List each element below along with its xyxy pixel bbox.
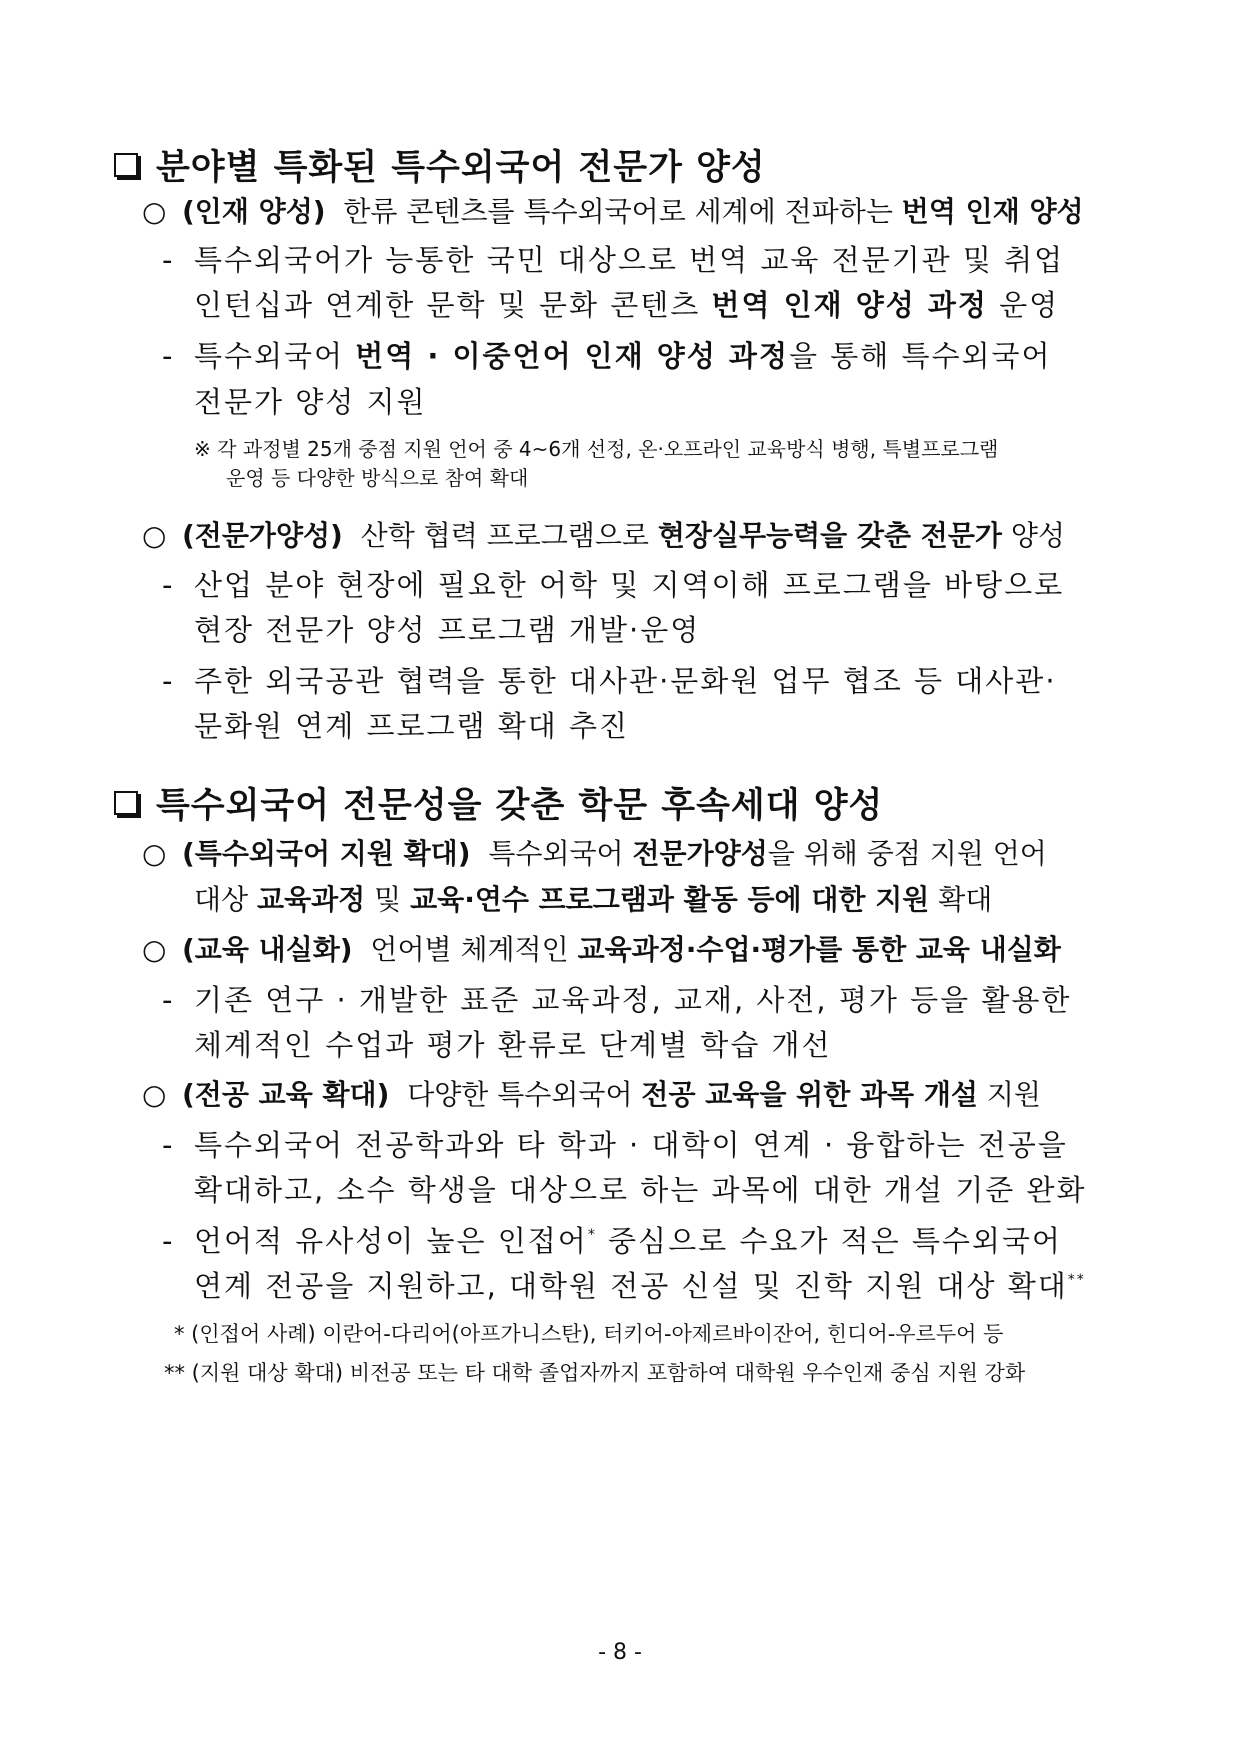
section-title: 분야별 특화된 특수외국어 전문가 양성 (156, 148, 766, 188)
sub-item-text: 운영 (999, 288, 1060, 322)
bullet-item (142, 928, 1061, 968)
sub-item-text: 특수외국어가 능통한 국민 대상으로 번역 교육 전문기관 및 취업 (194, 243, 1065, 277)
sub-item-text: 문화원 연계 프로그램 확대 추진 (194, 709, 630, 743)
circle-bullet: ○ (142, 837, 167, 870)
item-text: 양성 (1010, 519, 1065, 552)
item-emphasis: 전공 교육을 위한 과목 개설 (641, 1078, 978, 1111)
sub-item-text: 체계적인 수업과 평가 환류로 단계별 학습 개선 (194, 1028, 832, 1062)
item-text: 및 (374, 883, 402, 916)
reference-mark-icon: ※ (194, 437, 211, 461)
sub-item (162, 1219, 1062, 1260)
sub-item-text: 연계 전공을 지원하고, 대학원 전공 신설 및 진학 지원 대상 확대 (194, 1269, 1068, 1303)
dash-bullet: - (162, 568, 173, 602)
item-label: (특수외국어 지원 확대) (182, 837, 471, 870)
circle-bullet: ○ (142, 933, 167, 966)
sub-item-text: 언어적 유사성이 높은 인접어 (194, 1224, 588, 1258)
footnote (174, 1318, 1003, 1348)
bullet-item (142, 832, 1047, 872)
item-text: 산학 협력 프로그램으로 (360, 519, 649, 552)
page-number: - 8 - (598, 1640, 642, 1665)
sub-item-text: 주한 외국공관 협력을 통한 대사관·문화원 업무 협조 등 대사관· (194, 664, 1057, 698)
item-emphasis: 전문가양성 (632, 837, 768, 870)
sub-item (162, 1123, 1068, 1164)
section-heading (114, 140, 766, 190)
item-text: 확대 (938, 883, 993, 916)
sub-item-text: 중심으로 수요가 적은 특수외국어 (608, 1224, 1062, 1258)
dash-bullet: - (162, 1224, 173, 1258)
sub-item-text: 현장 전문가 양성 프로그램 개발·운영 (194, 613, 701, 647)
sub-item-continuation (194, 1264, 1086, 1305)
sub-item-text: 기존 연구 · 개발한 표준 교육과정, 교재, 사전, 평가 등을 활용한 (194, 983, 1072, 1017)
note-text: 운영 등 다양한 방식으로 참여 확대 (226, 466, 529, 490)
item-text: 특수외국어 (488, 837, 624, 870)
dash-bullet: - (162, 664, 173, 698)
bullet-item (142, 514, 1065, 554)
item-label: (전문가양성) (182, 519, 343, 552)
item-emphasis: 번역 인재 양성 (901, 195, 1084, 228)
sub-item-continuation (194, 1023, 832, 1064)
circle-bullet: ○ (142, 1078, 167, 1111)
footnote (164, 1357, 1025, 1387)
item-text: 을 위해 중점 지원 언어 (767, 837, 1047, 870)
sub-item (162, 659, 1057, 700)
item-text: 한류 콘텐츠를 특수외국어로 세계에 전파하는 (343, 195, 893, 228)
circle-bullet: ○ (142, 519, 167, 552)
item-text: 다양한 특수외국어 (407, 1078, 633, 1111)
item-emphasis: 현장실무능력을 갖춘 전문가 (657, 519, 1002, 552)
checkbox-square-icon (114, 791, 138, 815)
item-emphasis: 교육·연수 프로그램과 활동 등에 대한 지원 (410, 883, 930, 916)
footnote-text: ** (지원 대상 확대) 비전공 또는 타 대학 졸업자까지 포함하여 대학원 우수인재 중심 지원 강화 (164, 1361, 1026, 1385)
item-emphasis: 교육과정 (257, 883, 366, 916)
checkbox-square-icon (114, 153, 138, 177)
reference-note (194, 433, 998, 462)
item-label: (전공 교육 확대) (182, 1078, 390, 1111)
footnote-ref: * (587, 1227, 597, 1243)
footnote-text: * (인접어 사례) 이란어-다리어(아프가니스탄), 터키어-아제르바이잔어, 힌디어-우르두어 등 (174, 1322, 1004, 1346)
sub-item-text: 전문가 양성 지원 (194, 385, 427, 419)
dash-bullet: - (162, 339, 173, 373)
sub-item-text: 을 통해 특수외국어 (788, 339, 1052, 373)
sub-item-continuation (194, 608, 700, 649)
circle-bullet: ○ (142, 195, 167, 228)
section-heading (114, 778, 883, 828)
sub-item (162, 563, 1064, 604)
item-continuation (194, 878, 992, 918)
sub-item-continuation (194, 283, 1059, 324)
bullet-item (142, 1073, 1041, 1113)
sub-item-continuation (194, 704, 629, 745)
bullet-item (142, 190, 1084, 230)
sub-item-text: 확대하고, 소수 학생을 대상으로 하는 과목에 대한 개설 기준 완화 (194, 1173, 1087, 1207)
sub-item-text: 인턴십과 연계한 문학 및 문화 콘텐츠 (194, 288, 701, 322)
section-title: 특수외국어 전문성을 갖춘 학문 후속세대 양성 (156, 786, 884, 826)
item-label: (교육 내실화) (182, 933, 353, 966)
sub-item-text: 산업 분야 현장에 필요한 어학 및 지역이해 프로그램을 바탕으로 (194, 568, 1065, 602)
sub-item-text: 특수외국어 전공학과와 타 학과 · 대학이 연계 · 융합하는 전공을 (194, 1128, 1068, 1162)
sub-item (162, 238, 1064, 279)
dash-bullet: - (162, 243, 173, 277)
item-text: 언어별 체계적인 (370, 933, 569, 966)
sub-item-text: 특수외국어 (194, 339, 345, 373)
sub-item (162, 978, 1071, 1019)
sub-item (162, 334, 1052, 375)
sub-item-continuation (194, 1168, 1087, 1209)
item-label: (인재 양성) (182, 195, 326, 228)
item-emphasis: 교육과정·수업·평가를 통한 교육 내실화 (577, 933, 1061, 966)
sub-item-emphasis: 번역 · 이중언어 인재 양성 과정 (355, 339, 789, 373)
sub-item-emphasis: 번역 인재 양성 과정 (711, 288, 988, 322)
note-text: 각 과정별 25개 중점 지원 언어 중 4~6개 선정, 온·오프라인 교육방식 병행, 특별프로그램 (217, 437, 999, 461)
item-text: 지원 (986, 1078, 1041, 1111)
sub-item-continuation (194, 380, 427, 421)
dash-bullet: - (162, 1128, 173, 1162)
reference-note-continuation (226, 462, 528, 491)
item-text: 대상 (194, 883, 249, 916)
footnote-ref: ** (1067, 1272, 1086, 1288)
dash-bullet: - (162, 983, 173, 1017)
